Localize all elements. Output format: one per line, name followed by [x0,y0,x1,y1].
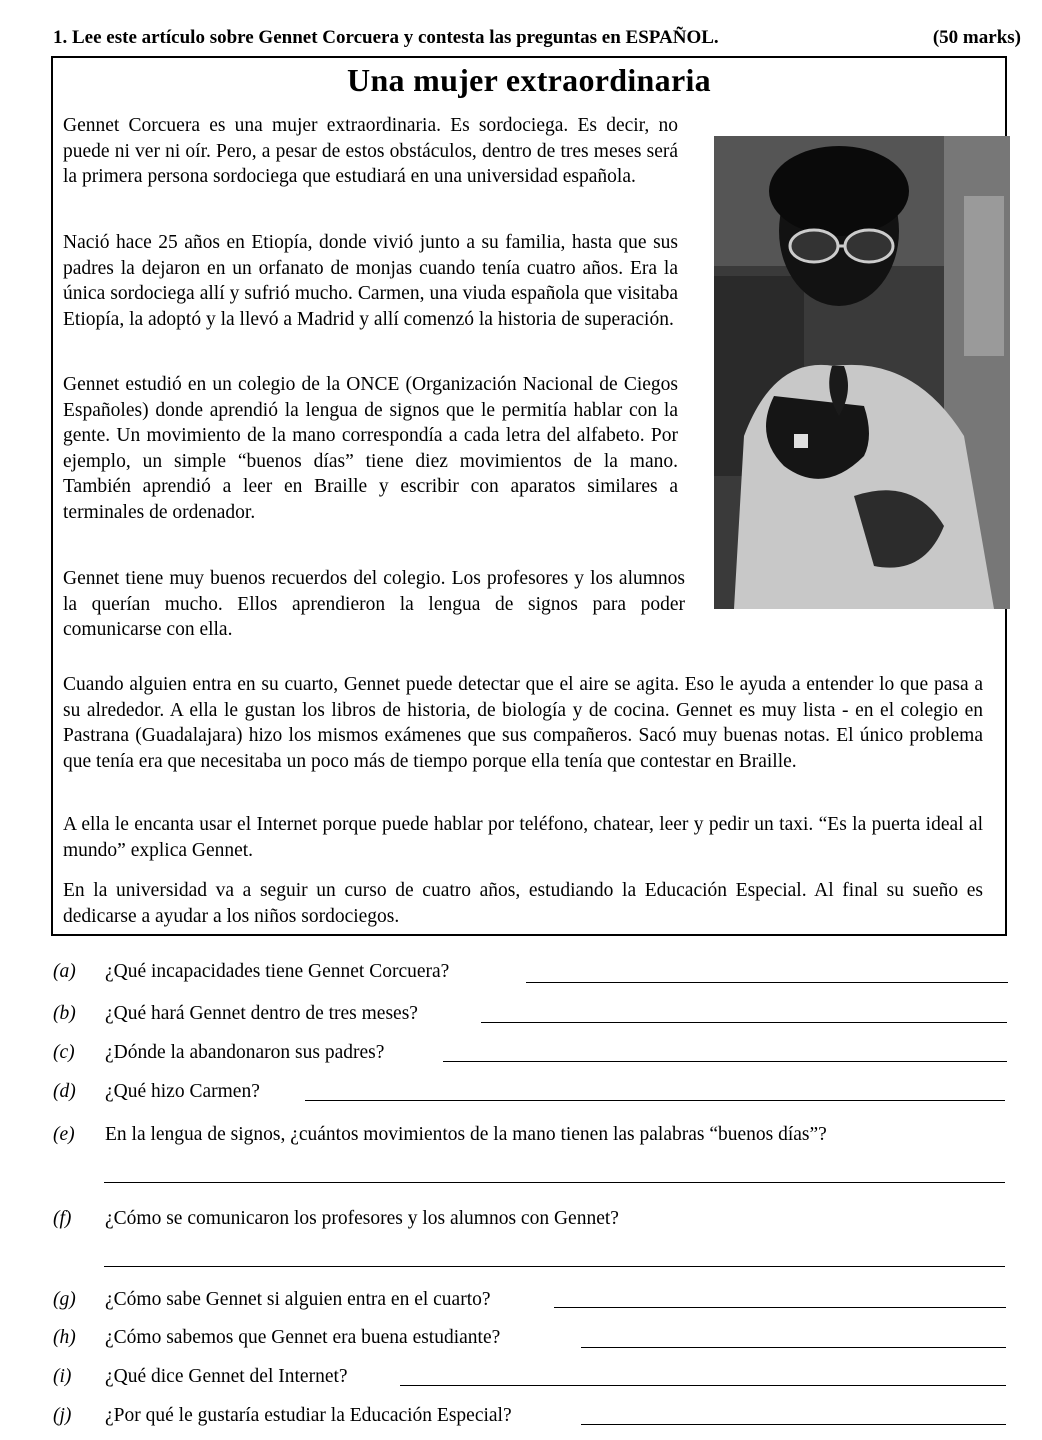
answer-line-a[interactable] [526,982,1008,983]
question-text: ¿Cómo se comunicaron los profesores y los alumnos con Gennet? [105,1208,619,1229]
article-box [51,56,1007,936]
article-paragraph-6: A ella le encanta usar el Internet porque puede hablar por teléfono, chatear, leer y pedir un taxi. “Es la puerta ideal al mundo” explica Gennet. [63,814,983,861]
question-letter: (h) [53,1327,76,1348]
article-paragraph-1: Gennet Corcuera es una mujer extraordinaria. Es sordociega. Es decir, no puede ni ver ni oír. Pero, a pesar de estos obstáculos, dentro de tres meses será la primera persona sordociega que estudiará en una universidad española. [63,115,678,187]
question-text: ¿Dónde la abandonaron sus padres? [105,1042,385,1063]
question-letter: (g) [53,1289,76,1310]
answer-line-g[interactable] [554,1307,1006,1308]
article-photo [714,136,1010,609]
question-letter: (b) [53,1003,76,1024]
answer-line-c[interactable] [443,1061,1007,1062]
question-text: ¿Qué dice Gennet del Internet? [105,1366,348,1387]
article-paragraph-3: Gennet estudió en un colegio de la ONCE (Organización Nacional de Ciegos Españoles) donde aprendió la lengua de signos que le permitía hablar con la gente. Un movimiento de la mano correspondía a cada letra del alfabeto. Por ejemplo, un simple “buenos días” tiene diez movimientos de la mano. También aprendió a leer en Braille y escribir con aparatos similares a terminales de ordenador. [63,374,678,523]
article-paragraph-2: Nació hace 25 años en Etiopía, donde vivió junto a su familia, hasta que sus padres la dejaron en un orfanato de monjas cuando tenía cuatro años. Era la única sordociega allí y sufrió mucho. Carmen, una viuda española que visitaba Etiopía, la adoptó y la llevó a Madrid y allí comenzó la historia de superación. [63,232,678,330]
question-letter: (a) [53,961,76,982]
article-paragraph-4: Gennet tiene muy buenos recuerdos del colegio. Los profesores y los alumnos la querían mucho. Ellos aprendieron la lengua de signos para poder comunicarse con ella. [63,568,685,640]
answer-line-i[interactable] [400,1385,1006,1386]
question-letter: (e) [53,1124,75,1145]
question-instruction: 1. Lee este artículo sobre Gennet Corcuera y contesta las preguntas en ESPAÑOL. [53,27,719,48]
answer-line-b[interactable] [481,1022,1007,1023]
question-text: En la lengua de signos, ¿cuántos movimientos de la mano tienen las palabras “buenos días”? [105,1124,827,1145]
question-text: ¿Qué hará Gennet dentro de tres meses? [105,1003,418,1024]
answer-line-d[interactable] [305,1100,1005,1101]
question-text: ¿Cómo sabemos que Gennet era buena estudiante? [105,1327,501,1348]
answer-line-e[interactable] [104,1182,1005,1183]
answer-line-h[interactable] [581,1347,1006,1348]
question-letter: (i) [53,1366,72,1387]
question-letter: (d) [53,1081,76,1102]
question-text: ¿Qué hizo Carmen? [105,1081,260,1102]
question-letter: (f) [53,1208,72,1229]
question-text: ¿Por qué le gustaría estudiar la Educación Especial? [105,1405,512,1426]
article-title: Una mujer extraordinaria [347,62,711,98]
question-letter: (j) [53,1405,72,1426]
article-paragraph-5: Cuando alguien entra en su cuarto, Gennet puede detectar que el aire se agita. Eso le ayuda a entender lo que pasa a su alrededor. A ella le gustan los libros de historia, de biología y de cocina. Gennet es muy lista - en el colegio en Pastrana (Guadalajara) hizo los mismos exámenes que sus compañeros. Sacó muy buenas notas. El único problema que tenía era que necesitaba un poco más de tiempo porque ella tenía que contestar en Braille. [63,674,983,772]
answer-line-f[interactable] [104,1266,1005,1267]
marks-label: (50 marks) [932,27,1021,48]
question-letter: (c) [53,1042,75,1063]
answer-line-j[interactable] [581,1424,1006,1425]
question-text: ¿Qué incapacidades tiene Gennet Corcuera? [105,961,450,982]
article-paragraph-7: En la universidad va a seguir un curso de cuatro años, estudiando la Educación Especial. Al final su sueño es dedicarse a ayudar a los niños sordociegos. [63,880,983,927]
question-text: ¿Cómo sabe Gennet si alguien entra en el cuarto? [105,1289,491,1310]
